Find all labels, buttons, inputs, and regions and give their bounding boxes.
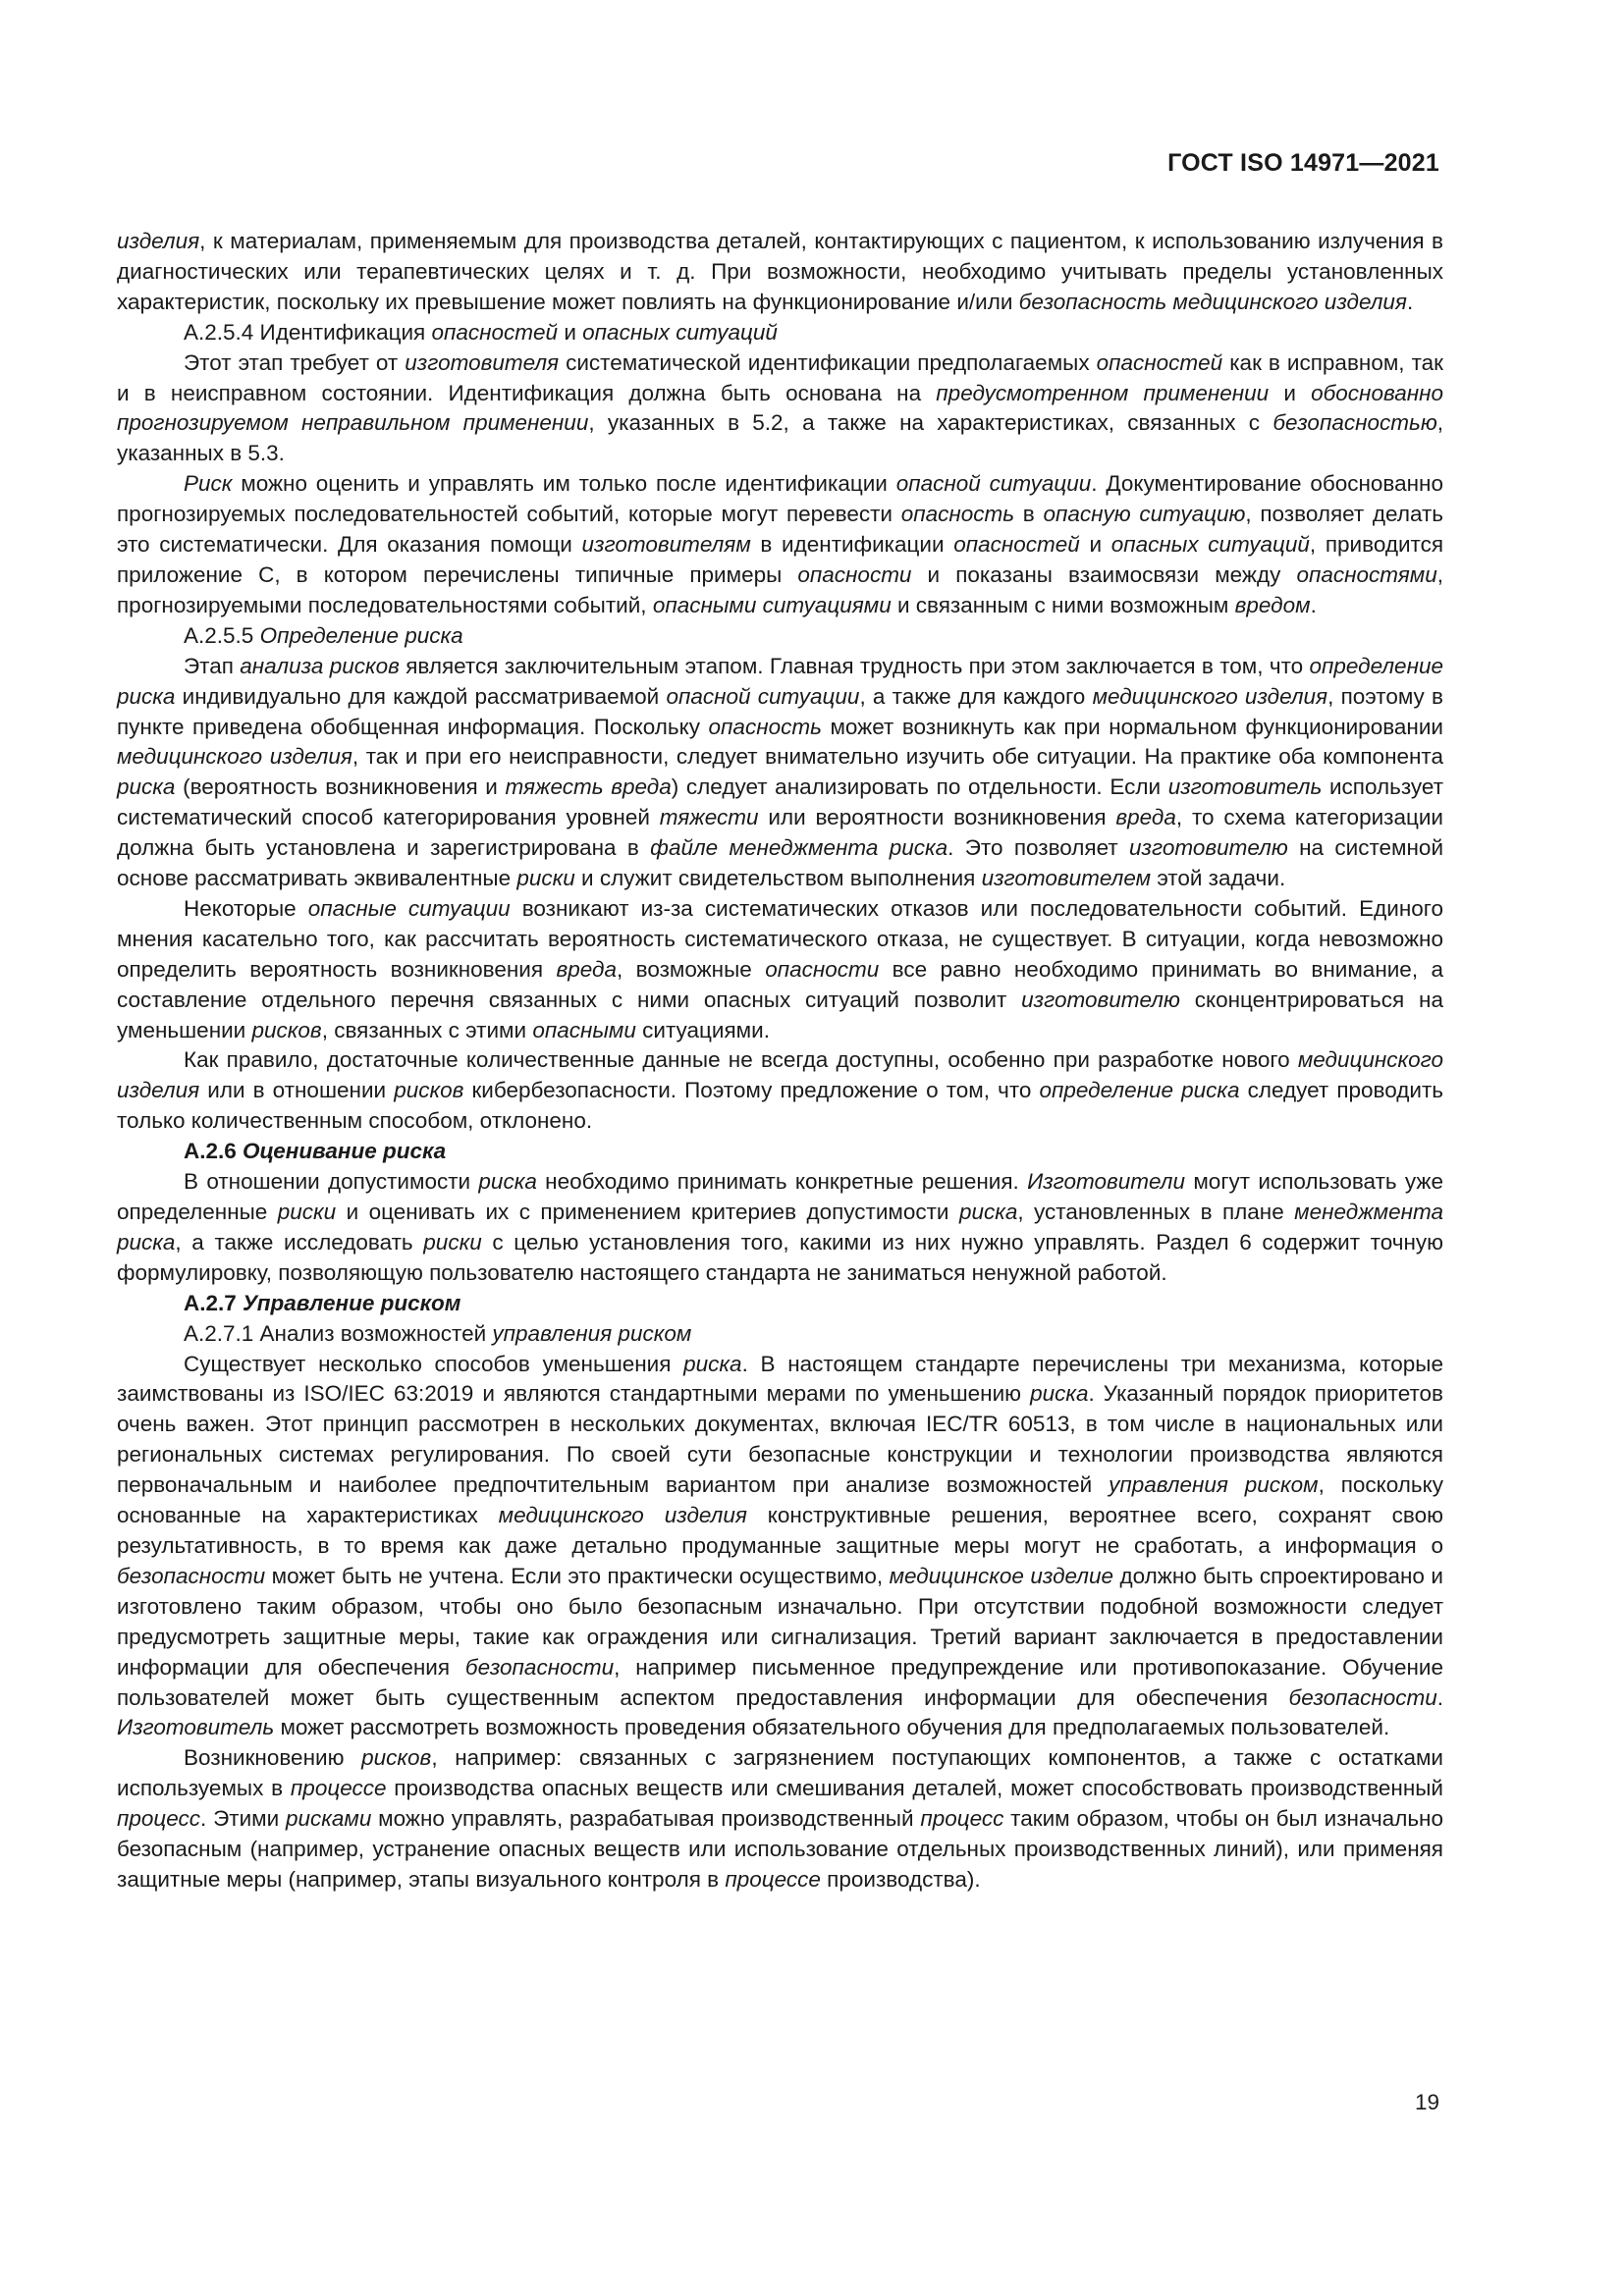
body-paragraph: Риск можно оценить и управлять им только после идентификации опасной ситуации. Документирование обоснованно прогнозируемых последовательностей событий, которые могут перевести опасность в опасную ситуацию, позволяет делать это систематически. Для оказания помощи изготовителям в идентификации опасностей и опасных ситуаций, приводится приложение С, в котором перечислены типичные примеры опасности и показаны взаимосвязи между опасностями, прогнозируемыми последовательностями событий, опасными ситуациями и связанным с ними возможным вредом.: [117, 471, 1444, 617]
document-body: [117, 227, 1443, 1896]
page-number: 19: [1414, 2090, 1439, 2114]
body-paragraph: Существует несколько способов уменьшения риска. В настоящем стандарте перечислены три механизма, которые заимствованы из ISO/IEC 63:2019 и являются стандартными мерами по уменьшению риска. Указанный порядок приоритетов очень важен. Этот принцип рассмотрен в нескольких документах, включая IEC/TR 60513, в том числе в национальных или региональных системах регулирования. По своей сути безопасные конструкции и технологии производства являются первоначальным и наиболее предпочтительным вариантом при анализе возможностей управления риском, поскольку основанные на характеристиках медицинского изделия конструктивные решения, вероятнее всего, сохранят свою результативность, в то время как даже детально продуманные защитные меры могут не сработать, а информация о безопасности может быть не учтена. Если это практически осуществимо, медицинское изделие должно быть спроектировано и изготовлено таким образом, чтобы оно было безопасным изначально. При отсутствии подобной возможности следует предусмотреть защитные меры, такие как ограждения или сигнализация. Третий вариант заключается в предоставлении информации для обеспечения безопасности, например письменное предупреждение или противопоказание. Обучение пользователей может быть существенным аспектом предоставления информации для обеспечения безопасности. Изготовитель может рассмотреть возможность проведения обязательного обучения для предполагаемых пользователей.: [117, 1351, 1444, 1740]
body-paragraph: Как правило, достаточные количественные данные не всегда доступны, особенно при разработке нового медицинского изделия или в отношении рисков кибербезопасности. Поэтому предложение о том, что определение риска следует проводить только количественным способом, отклонено.: [117, 1047, 1443, 1134]
document-code-header: ГОСТ ISO 14971—2021: [1167, 149, 1439, 177]
body-paragraph: А.2.5.4 Идентификация опасностей и опасных ситуаций: [184, 319, 778, 345]
body-paragraph: А.2.7.1 Анализ возможностей управления риском: [184, 1320, 692, 1346]
body-paragraph: Некоторые опасные ситуации возникают из-за систематических отказов или последовательности событий. Единого мнения касательно того, как рассчитать вероятность систематического отказа, не существует. В ситуации, когда невозможно определить вероятность возникновения вреда, возможные опасности все равно необходимо принимать во внимание, а составление отдельного перечня связанных с ними опасных ситуаций позволит изготовителю сконцентрироваться на уменьшении рисков, связанных с этими опасными ситуациями.: [117, 895, 1443, 1042]
body-paragraph: А.2.5.5 Определение риска: [184, 622, 463, 648]
body-paragraph: изделия, к материалам, применяемым для производства деталей, контактирующих с пациентом, к использованию излучения в диагностических или терапевтических целях и т. д. При возможности, необходимо учитывать пределы установленных характеристик, поскольку их превышение может повлиять на функционирование и/или безопасность медицинского изделия.: [117, 229, 1443, 314]
section-heading: А.2.6 Оценивание риска: [184, 1139, 447, 1164]
body-paragraph: Этап анализа рисков является заключительным этапом. Главная трудность при этом заключается в том, что определение риска индивидуально для каждой рассматриваемой опасной ситуации, а также для каждого медицинского изделия, поэтому в пункте приведена обобщенная информация. Поскольку опасность может возникнуть как при нормальном функционировании медицинского изделия, так и при его неисправности, следует внимательно изучить обе ситуации. На практике оба компонента риска (вероятность возникновения и тяжесть вреда) следует анализировать по отдельности. Если изготовитель использует систематический способ категорирования уровней тяжести или вероятности возникновения вреда, то схема категоризации должна быть установлена и зарегистрирована в файле менеджмента риска. Это позволяет изготовителю на системной основе рассматривать эквивалентные риски и служит свидетельством выполнения изготовителем этой задачи.: [117, 653, 1444, 891]
section-heading: А.2.7 Управление риском: [184, 1290, 461, 1315]
body-paragraph: В отношении допустимости риска необходимо принимать конкретные решения. Изготовители могут использовать уже определенные риски и оценивать их с применением критериев допустимости риска, установленных в плане менеджмента риска, а также исследовать риски с целью установления того, какими из них нужно управлять. Раздел 6 содержит точную формулировку, позволяющую пользователю настоящего стандарта не заниматься ненужной работой.: [117, 1169, 1443, 1285]
body-paragraph: Возникновению рисков, например: связанных с загрязнением поступающих компонентов, а также с остатками используемых в процессе производства опасных веществ или смешивания деталей, может способствовать производственный процесс. Этими рисками можно управлять, разрабатывая производственный процесс таким образом, чтобы он был изначально безопасным (например, устранение опасных веществ или использование отдельных производственных линий), или применяя защитные меры (например, этапы визуального контроля в процессе производства).: [117, 1745, 1443, 1892]
body-paragraph: Этот этап требует от изготовителя систематической идентификации предполагаемых опасностей как в исправном, так и в неисправном состоянии. Идентификация должна быть основана на предусмотренном применении и обоснованно прогнозируемом неправильном применении, указанных в 5.2, а также на характеристиках, связанных с безопасностью, указанных в 5.3.: [117, 349, 1443, 466]
